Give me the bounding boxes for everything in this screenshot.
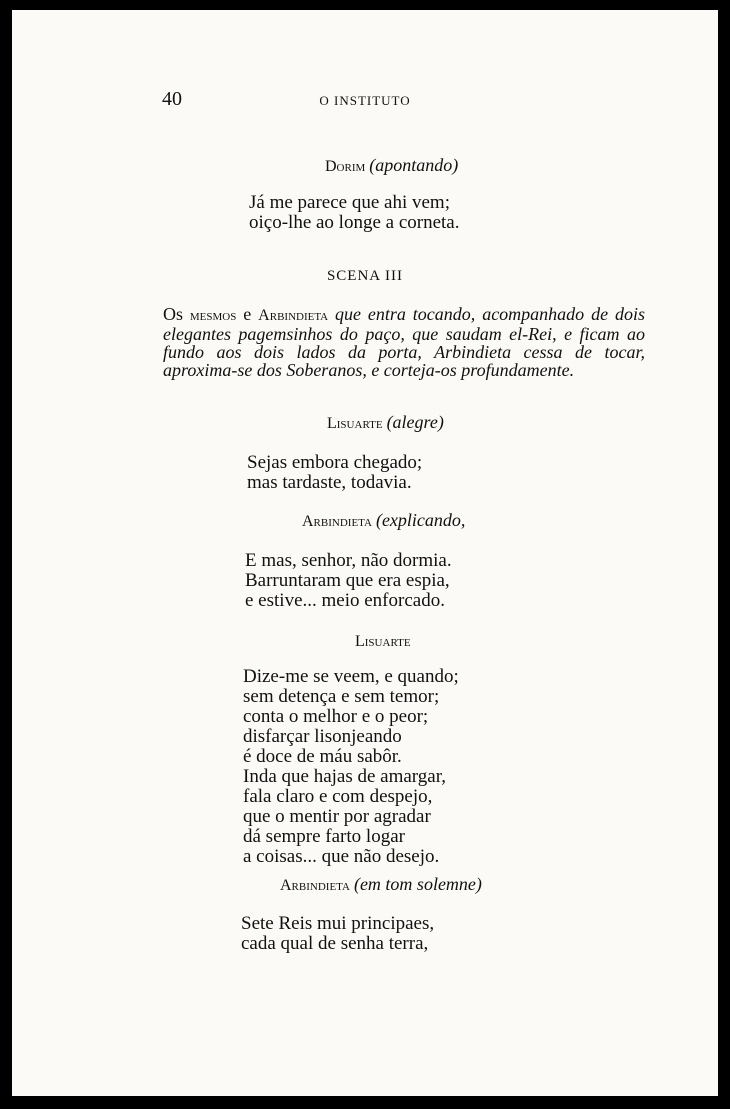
stage-character: Arbindieta	[258, 307, 329, 324]
scene-title: SCENA III	[326, 268, 404, 284]
verse-line: e estive... meio enforcado.	[245, 590, 445, 611]
stage-cue: (explicando,	[375, 510, 466, 530]
verse-line: Inda que hajas de amargar,	[243, 766, 447, 787]
verse-line: Dize-me se veem, e quando;	[243, 666, 459, 687]
speaker-heading-dorim	[325, 155, 458, 176]
stage-cue: (apontando)	[369, 155, 459, 175]
verse-line: conta o melhor e o peor;	[243, 706, 429, 727]
speaker-name: Dorim	[325, 158, 366, 175]
speaker-heading-lisuarte	[355, 633, 411, 651]
verse-line: cada qual de senha terra,	[241, 933, 429, 954]
verse-line: que o mentir por agradar	[243, 806, 431, 827]
speaker-name: Arbindieta	[280, 877, 350, 894]
speaker-name: Lisuarte	[355, 633, 411, 650]
running-title: O INSTITUTO	[319, 93, 411, 108]
speaker-heading-arbindieta	[302, 510, 465, 531]
stage-lead: Os	[163, 304, 190, 324]
speaker-heading-arbindieta	[280, 874, 482, 895]
stage-cue: (alegre)	[386, 412, 444, 432]
verse-line: Já me parece que ahi vem;	[249, 192, 450, 213]
verse-line: sem detença e sem temor;	[243, 686, 440, 707]
verse-line: Sete Reis mui principaes,	[241, 913, 435, 934]
stage-text: que entra tocando, acompanhado de dois elegantes pagemsinhos do paço, que saudam el-Rei, e ficam ao fundo aos dois lados da porta, Arbindieta cessa de tocar, aproxima-se dos Soberanos, e corteja-os profundamente.	[163, 304, 645, 380]
stage-names: mesmos	[189, 307, 237, 324]
book-page	[12, 10, 718, 1096]
verse-line: oiço-lhe ao longe a corneta.	[249, 212, 460, 233]
page-number: 40	[162, 88, 182, 110]
verse-line: dá sempre farto logar	[243, 826, 405, 847]
verse-line: disfarçar lisonjeando	[243, 726, 402, 747]
speaker-name: Arbindieta	[302, 513, 372, 530]
verse-line: mas tardaste, todavia.	[247, 472, 412, 493]
verse-line: a coisas... que não desejo.	[243, 846, 440, 867]
speaker-heading-lisuarte	[327, 412, 444, 433]
stage-connector: e	[236, 304, 259, 324]
stage-direction	[163, 305, 645, 379]
verse-line: Sejas embora chegado;	[247, 452, 423, 473]
verse-line: fala claro e com despejo,	[243, 786, 433, 807]
stage-cue: (em tom solemne)	[353, 874, 482, 894]
verse-line: E mas, senhor, não dormia.	[245, 550, 452, 571]
verse-line: é doce de máu sabôr.	[243, 746, 402, 767]
verse-line: Barruntaram que era espia,	[245, 570, 450, 591]
speaker-name: Lisuarte	[327, 415, 383, 432]
